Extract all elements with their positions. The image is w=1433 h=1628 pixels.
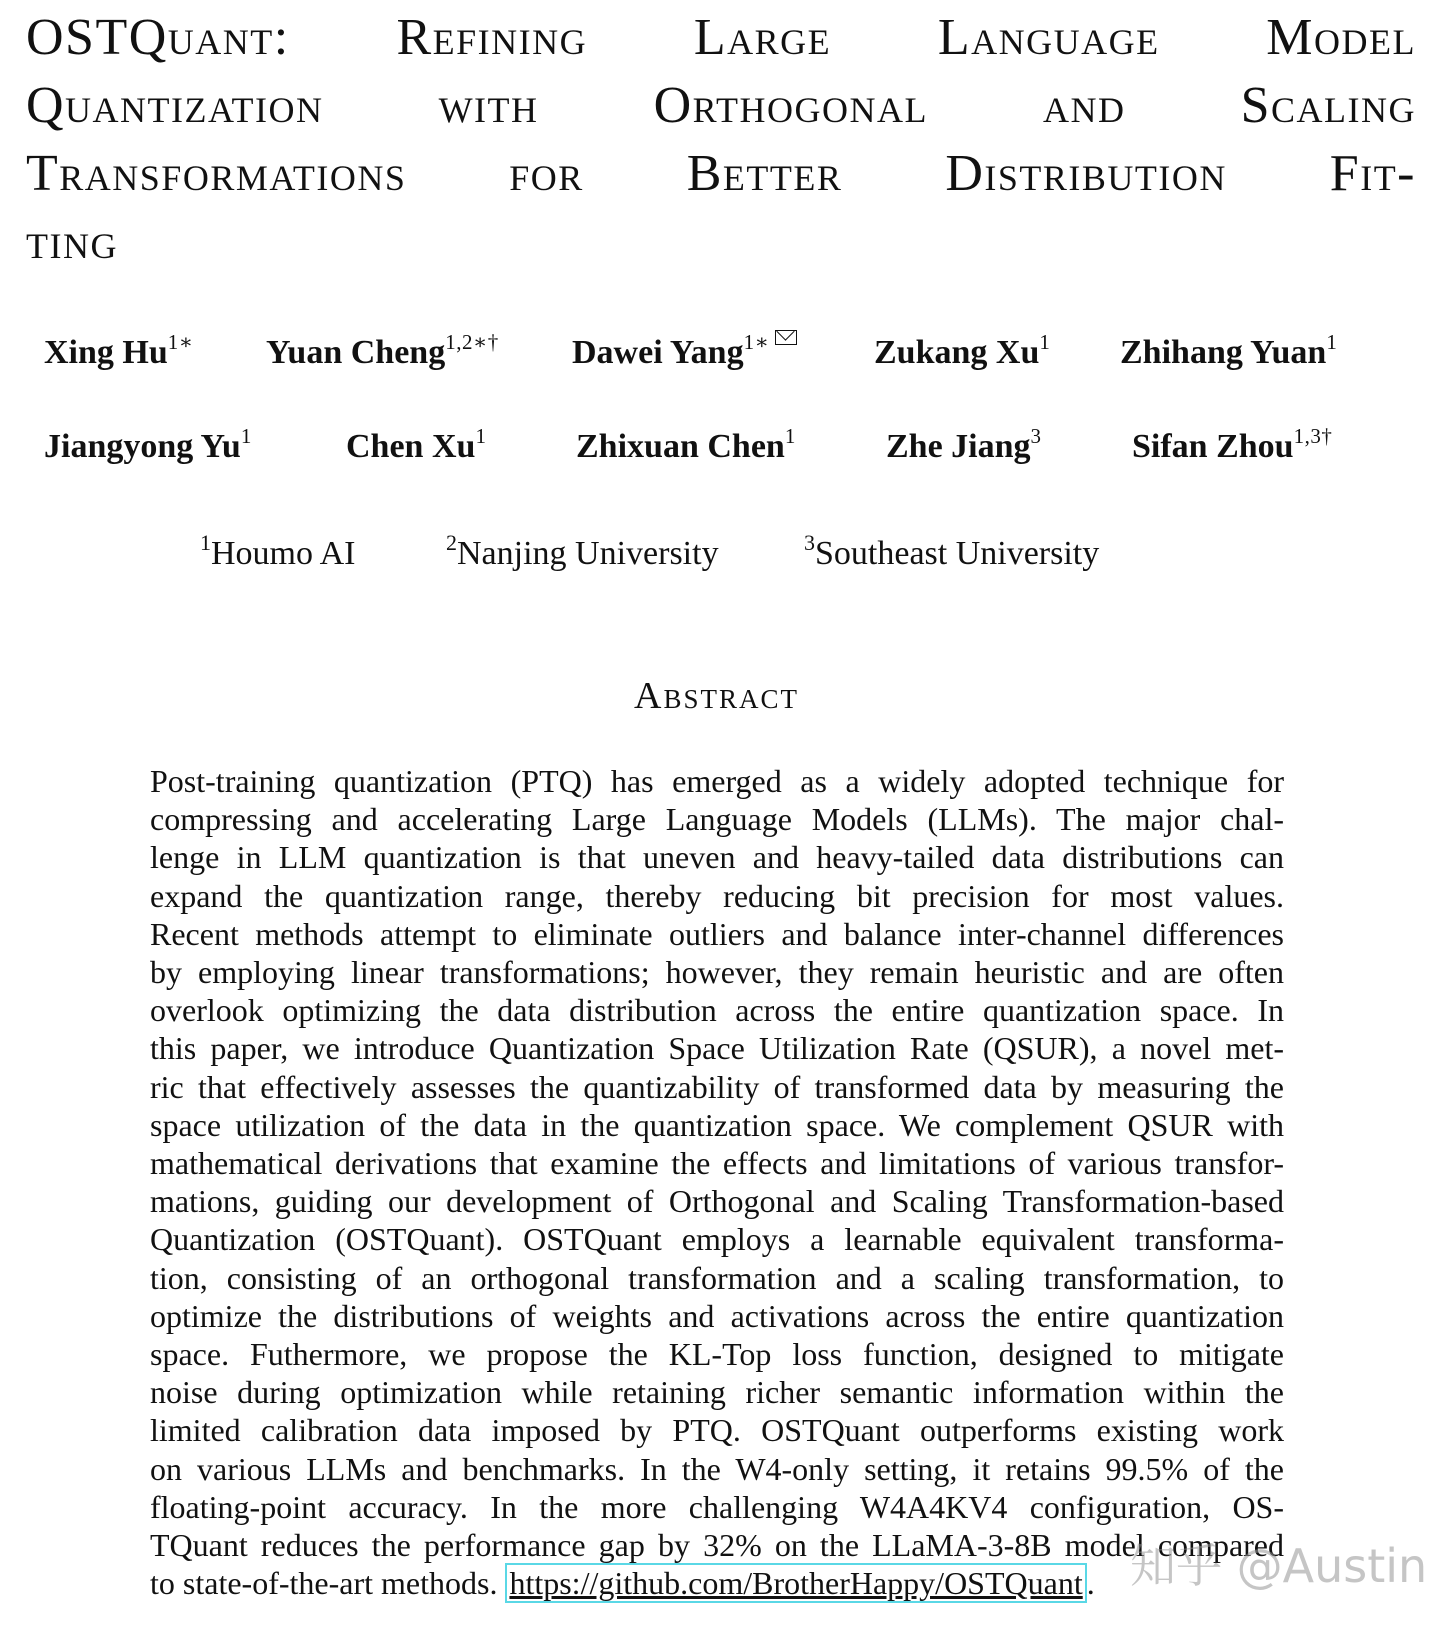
abstract-line: Recent methods attempt to eliminate outliers and balance inter-channel differences: [150, 915, 1284, 952]
author: Sifan Zhou$^{1,3\dagger}$: [1132, 424, 1333, 465]
author: Xing $Hu^{1∗}$: [44, 330, 194, 371]
code-link[interactable]: https://github.com/BrotherHappy/OSTQuant: [505, 1563, 1086, 1603]
author: Zhihang Yuan$^1$: [1120, 330, 1338, 371]
abstract-line: by employing linear transformations; however, they remain heuristic and are often: [150, 954, 1284, 991]
authors-row-2: [44, 424, 1394, 474]
abstract-body: [150, 762, 1284, 1602]
abstract-line: tion, consisting of an orthogonal transformation and a scaling transformation, to: [150, 1259, 1284, 1296]
abstract-line: compressing and accelerating Large Language Models (LLMs). The major chal-: [150, 801, 1284, 838]
title-line: ting: [26, 213, 118, 270]
title-line: Transformations for Better Distribution Fit-: [26, 145, 1416, 202]
author: Yuan Cheng$^{1,2∗\dagger}$: [266, 330, 499, 371]
title-line: OSTQuant: Refining Large Language Model: [26, 9, 1416, 66]
abstract-line: noise during optimization while retaining richer semantic information within the: [150, 1374, 1284, 1411]
abstract-line: mathematical derivations that examine the effects and limitations of various transfor-: [150, 1145, 1284, 1182]
abstract-heading: Abstract: [634, 675, 799, 717]
affiliation: $^3$Southeast University: [804, 530, 1100, 572]
author: Chen Xu$^1$: [346, 424, 487, 465]
envelope-icon: [775, 330, 797, 345]
abstract-line: space. Futhermore, we propose the KL-Top loss function, designed to mitigate: [150, 1336, 1284, 1373]
author: Zukang Xu$^1$: [874, 330, 1051, 371]
abstract-line: floating-point accuracy. In the more challenging W4A4KV4 configuration, OS-: [150, 1488, 1284, 1525]
abstract-last-period: .: [1086, 1565, 1095, 1602]
abstract-line: mations, guiding our development of Orthogonal and Scaling Transformation-based: [150, 1183, 1284, 1220]
abstract-line: on various LLMs and benchmarks. In the W4-only setting, it retains 99.5% of the: [150, 1450, 1284, 1487]
abstract-line: this paper, we introduce Quantization Space Utilization Rate (QSUR), a novel met-: [150, 1030, 1284, 1067]
abstract-line: expand the quantization range, thereby reducing bit precision for most values.: [150, 877, 1284, 914]
abstract-line: TQuant reduces the performance gap by 32% on the LLaMA-3-8B model compared: [150, 1527, 1284, 1564]
watermark: 知乎 @Austin: [1130, 1539, 1428, 1593]
abstract-line: lenge in LLM quantization is that uneven and heavy-tailed data distributions can: [150, 839, 1284, 876]
author: Zhixuan Chen$^1$: [576, 424, 796, 465]
author: Zhe Jiang$^3$: [886, 424, 1042, 465]
affiliation: $^2$Nanjing University: [446, 530, 719, 572]
authors-row-1: [44, 330, 1394, 380]
author: Dawei Yang$^{1∗}$: [572, 330, 797, 372]
abstract-line: space utilization of the data in the quantization space. We complement QSUR with: [150, 1106, 1284, 1143]
abstract-last-text: to state-of-the-art methods.: [150, 1565, 498, 1602]
abstract-line: Quantization (OSTQuant). OSTQuant employs a learnable equivalent transforma-: [150, 1221, 1284, 1258]
title-line: Quantization with Orthogonal and Scaling: [26, 77, 1416, 134]
paper-title: [26, 4, 1416, 276]
abstract-line: ric that effectively assesses the quantizability of transformed data by measuring the: [150, 1068, 1284, 1105]
abstract-line: optimize the distributions of weights and activations across the entire quantization: [150, 1297, 1284, 1334]
author: Jiangyong Yu$^1$: [44, 424, 252, 465]
abstract-line: overlook optimizing the data distribution across the entire quantization space. In: [150, 992, 1284, 1029]
affiliation: $^1$Houmo AI: [200, 530, 356, 572]
abstract-line: [150, 1564, 1284, 1602]
abstract-line: Post-training quantization (PTQ) has emerged as a widely adopted technique for: [150, 763, 1284, 799]
abstract-line: limited calibration data imposed by PTQ. OSTQuant outperforms existing work: [150, 1412, 1284, 1449]
